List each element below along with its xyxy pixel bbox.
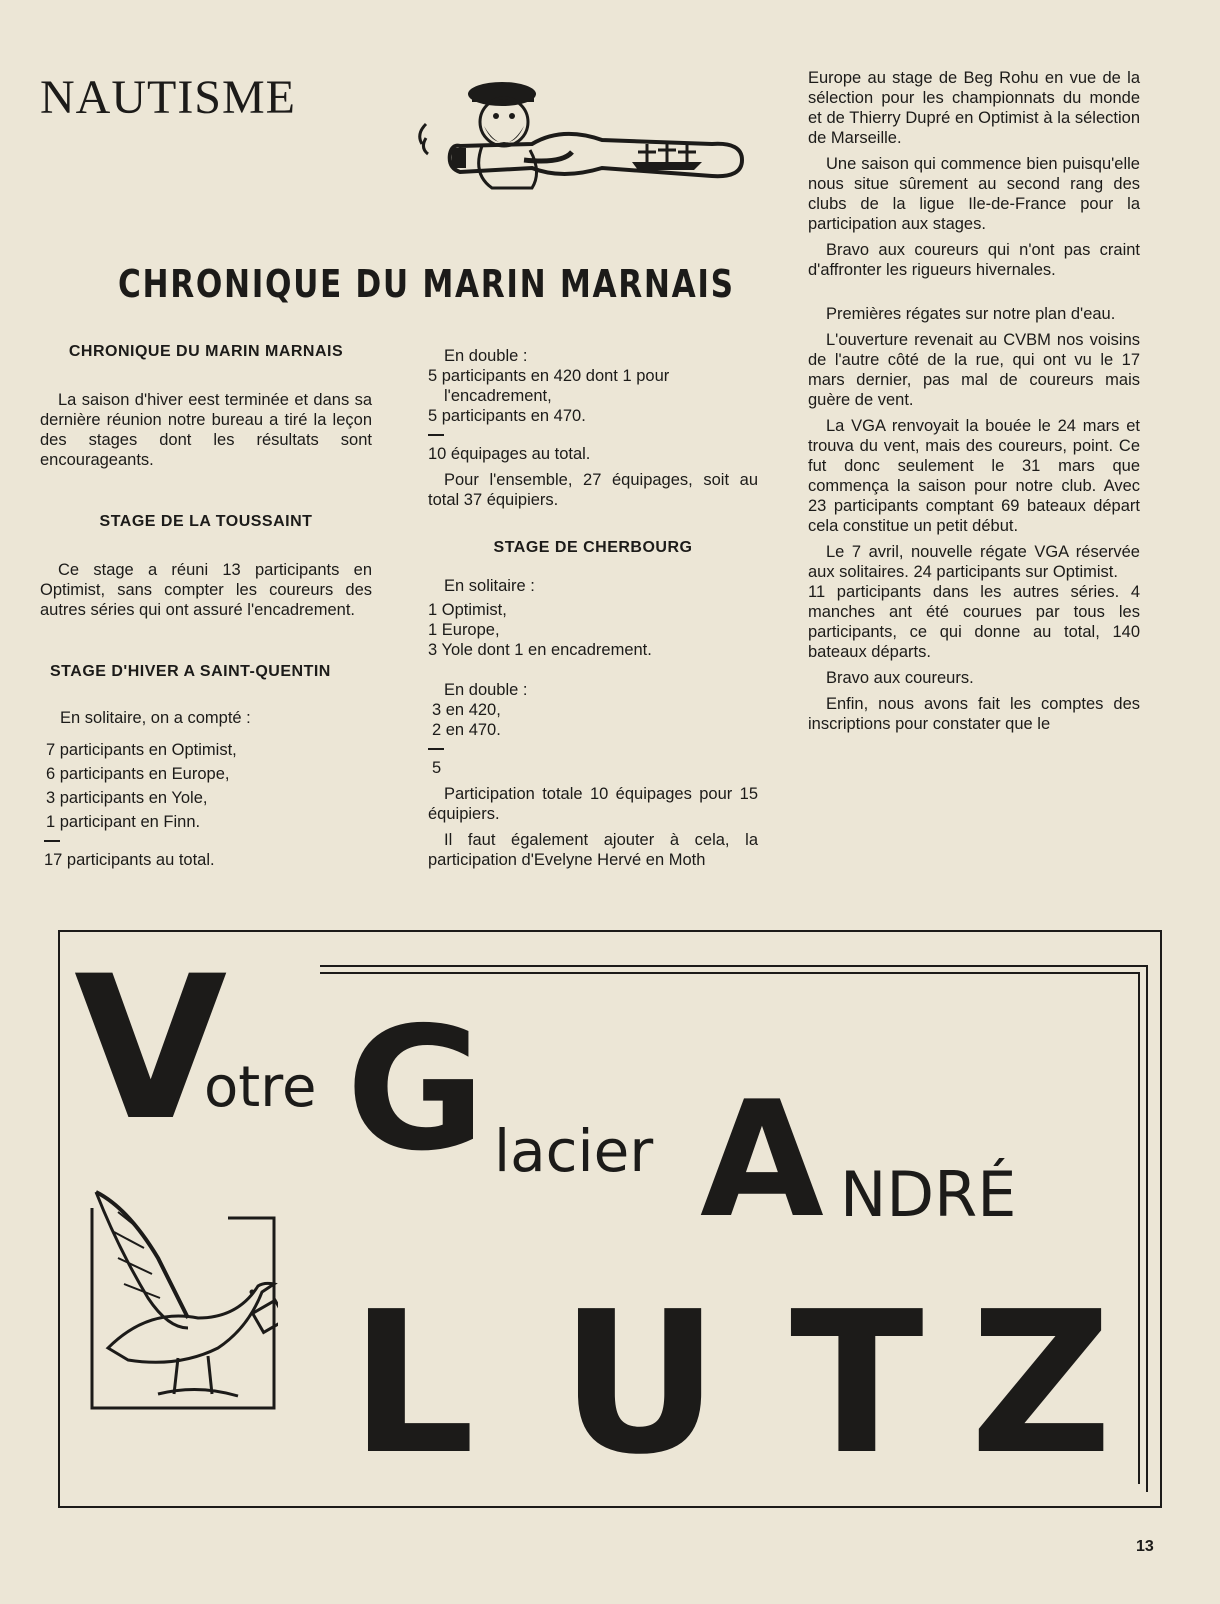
list-item: 1 participant en Finn. — [46, 813, 201, 831]
list-item: 2 en 470. — [432, 721, 501, 739]
ensemble-paragraph: Pour l'ensemble, 27 équipages, soit au total 37 équipiers. — [428, 471, 758, 509]
ad-letter-z: Z — [970, 1270, 1113, 1498]
paragraph: Bravo aux coureurs qui n'ont pas craint d'affronter les rigueurs hivernales. — [808, 241, 1140, 279]
ad-letter-t: T — [790, 1270, 924, 1498]
dash-separator — [428, 434, 444, 436]
cherbourg-heading: STAGE DE CHERBOURG — [493, 539, 693, 556]
paragraph: Le 7 avril, nouvelle régate VGA réservée aux solitaires. 24 participants sur Optimist. — [808, 543, 1140, 581]
list-item: 1 Europe, — [428, 621, 500, 639]
list-item: 6 participants en Europe, — [46, 765, 230, 783]
ad-word-lacier: lacier — [494, 1117, 654, 1185]
paragraph: Enfin, nous avons fait les comptes des inscriptions pour constater que le — [808, 695, 1140, 733]
seagull-logo — [88, 1188, 278, 1412]
paragraph: Europe au stage de Beg Rohu en vue de la sélection pour les championnats du monde et de Thierry Dupré en Optimist à la sélection de Marseille. — [808, 69, 1140, 147]
toussaint-paragraph: Ce stage a réuni 13 participants en Optimist, sans compter les coureurs des autres séries qui ont assuré l'encadrement. — [40, 561, 372, 619]
paragraph: Premières régates sur notre plan d'eau. — [826, 305, 1116, 323]
list-item: 3 Yole dont 1 en encadrement. — [428, 641, 652, 659]
ad-letter-a: A — [700, 1066, 824, 1253]
column-1-heading: CHRONIQUE DU MARIN MARNAIS — [68, 343, 344, 360]
cherbourg-double-intro: En double : — [444, 681, 528, 699]
list-item: 5 participants en 470. — [428, 407, 586, 425]
sailor-with-bottle-illustration — [412, 64, 752, 200]
column-2 — [428, 346, 758, 870]
ad-letter-u: U — [560, 1270, 720, 1498]
ad-letter-l: L — [350, 1270, 475, 1498]
ad-word-otre: otre — [204, 1055, 317, 1120]
saint-quentin-total: 17 participants au total. — [44, 851, 215, 869]
cherbourg-double-total: 5 — [432, 759, 442, 777]
list-item: 7 participants en Optimist, — [46, 741, 237, 759]
section-title: NAUTISME — [40, 71, 296, 124]
article-title: CHRONIQUE DU MARIN MARNAIS — [118, 262, 735, 306]
saint-quentin-heading: STAGE D'HIVER A SAINT-QUENTIN — [50, 663, 331, 680]
column-3 — [808, 68, 1140, 734]
page-number: 13 — [1136, 1538, 1154, 1555]
list-item: 5 participants en 420 dont 1 pour — [428, 367, 670, 385]
ad-letter-g: G — [346, 991, 486, 1189]
list-item: l'encadrement, — [444, 387, 552, 405]
paragraph: 11 participants dans les autres séries. 4 manches ant été courues par tous les participants, ce qui donne au total, 140 bateaux départs. — [808, 583, 1140, 661]
column-1 — [40, 342, 372, 870]
paragraph: La VGA renvoyait la bouée le 24 mars et trouva du vent, mais des coureurs, point. Ce fut donc seulement le 31 mars que commença la saison pour notre club. Avec 23 participants comptant 69 bateaux départ cela constitue un petit début. — [808, 417, 1140, 535]
double-total: 10 équipages au total. — [428, 445, 591, 463]
paragraph: L'ouverture revenait au CVBM nos voisins de l'autre côté de la rue, qui ont vu le 17 mars dernier, pas mal de coureurs mais guère de vent. — [808, 331, 1140, 409]
list-item: 3 en 420, — [432, 701, 501, 719]
ad-letter-v: V — [74, 933, 228, 1164]
double-intro: En double : — [444, 347, 528, 365]
dash-separator — [44, 840, 60, 842]
cherbourg-solo-intro: En solitaire : — [444, 577, 535, 595]
list-item: 1 Optimist, — [428, 601, 507, 619]
dash-separator — [428, 748, 444, 750]
ajout-paragraph: Il faut également ajouter à cela, la participation d'Evelyne Hervé en Moth — [428, 831, 758, 869]
intro-paragraph: La saison d'hiver eest terminée et dans sa dernière réunion notre bureau a tiré la leçon des stages dont les résultats sont encourageants. — [40, 391, 372, 469]
participation-paragraph: Participation totale 10 équipages pour 15 équipiers. — [428, 785, 758, 823]
saint-quentin-solo-intro: En solitaire, on a compté : — [60, 709, 251, 727]
toussaint-heading: STAGE DE LA TOUSSAINT — [99, 513, 313, 530]
ad-word-ndre: NDRÉ — [840, 1158, 1017, 1231]
list-item: 3 participants en Yole, — [46, 789, 208, 807]
paragraph: Une saison qui commence bien puisqu'elle nous situe sûrement au second rang des clubs de la ligue Ile-de-France pour la participation aux stages. — [808, 155, 1140, 233]
paragraph: Bravo aux coureurs. — [826, 669, 974, 687]
